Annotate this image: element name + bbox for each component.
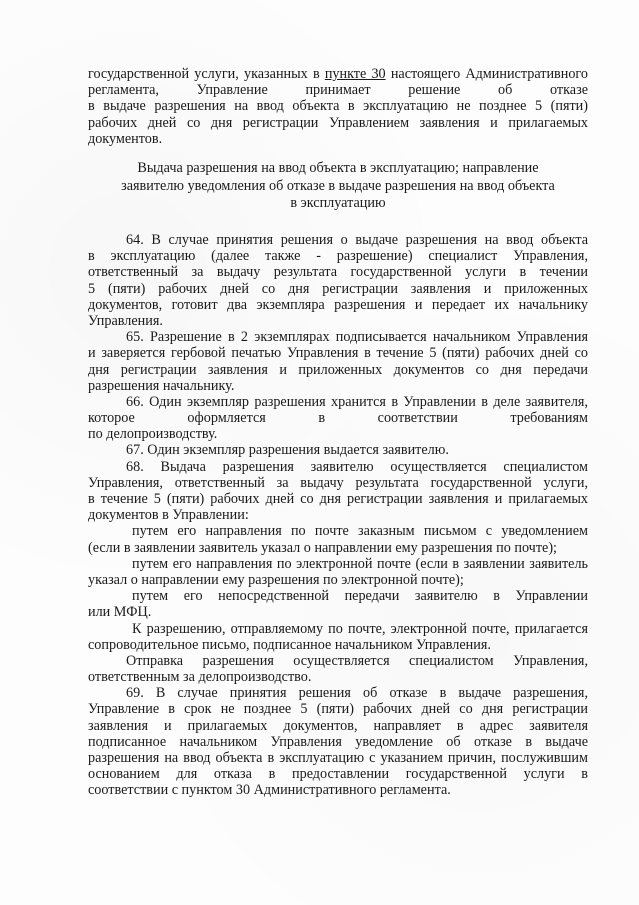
paragraph-68: 68. Выдача разрешения заявителю осуществляется специалистом Управления, ответственный за выдачу результата государственной услуги, в течение 5 (пяти) рабочих дней со дня регистрации заявления и прилагаемых документов в Управлении: bbox=[88, 458, 588, 524]
body-text bbox=[88, 232, 588, 799]
intro-line-1: государственной услуги, указанных в пункте 30 настоящего Административного bbox=[88, 66, 588, 82]
paragraph-67: 67. Один экземпляр разрешения выдается заявителю. bbox=[126, 442, 449, 459]
heading-line-2: заявителю уведомления об отказе в выдаче разрешения на ввод объекта bbox=[121, 177, 555, 194]
dispatch-paragraph: Отправка разрешения осуществляется специалистом Управления, ответственным за делопроизводство. bbox=[88, 652, 588, 686]
paragraph-66: 66. Один экземпляр разрешения хранится в Управлении в деле заявителя, которое оформляется в соответствии требованиям по делопроизводству. bbox=[88, 393, 588, 443]
point-30-link[interactable]: пункте 30 bbox=[324, 66, 386, 82]
paragraph-65: 65. Разрешение в 2 экземплярах подписывается начальником Управления и заверяется гербовой печатью Управления в течение 5 (пяти) рабочих дней со дня регистрации заявления и приложенных документов со дня передачи разрешения начальнику. bbox=[88, 329, 588, 394]
delivery-by-mail: путем его направления по почте заказным письмом с уведомлением (если в заявлении заявитель указал о направлении ему разрешения по почте); bbox=[88, 523, 588, 556]
intro-line-5: документов. bbox=[88, 130, 163, 147]
intro-line-3: в выдаче разрешения на ввод объекта в эксплуатацию не позднее 5 (пяти) bbox=[88, 98, 588, 115]
delivery-by-email: путем его направления по электронной почте (если в заявлении заявитель указал о направлении ему разрешения по электронной почте); bbox=[88, 555, 588, 588]
paragraph-69: 69. В случае принятия решения об отказе в выдаче разрешения, Управление в срок не позднее 5 (пяти) рабочих дней со дня регистрации заявления и прилагаемых документов, направляет в адрес заявителя подписанное начальником Управления уведомление об отказе в выдаче разрешения на ввод объекта в эксплуатацию с указанием причин, послужившим основанием для отказа в предоставлении государственной услуги в соответствии с пунктом 30 Административного регламента. bbox=[88, 685, 588, 799]
heading-line-3: в эксплуатацию bbox=[290, 195, 386, 211]
heading-line-1: Выдача разрешения на ввод объекта в эксплуатацию; направление bbox=[137, 160, 539, 176]
delivery-in-person: путем его непосредственной передачи заявителю в Управлении или МФЦ. bbox=[88, 588, 588, 621]
section-heading bbox=[88, 160, 588, 213]
intro-line-2: регламента, Управление принимает решение об отказе bbox=[88, 82, 588, 99]
intro-line-4: рабочих дней со дня регистрации Управлением заявления и прилагаемых bbox=[88, 114, 588, 131]
cover-letter-paragraph: К разрешению, отправляемому по почте, электронной почте, прилагается сопроводительное письмо, подписанное начальником Управления. bbox=[88, 620, 588, 653]
intro-paragraph bbox=[88, 66, 588, 147]
paragraph-64: 64. В случае принятия решения о выдаче разрешения на ввод объекта в эксплуатацию (далее также - разрешение) специалист Управления, ответственный за выдачу результата государственной услуги в течении 5 (пяти) рабочих дней со дня регистрации заявления и приложенных документов, готовит два экземпляра разрешения и передает их начальнику Управления. bbox=[88, 232, 588, 329]
